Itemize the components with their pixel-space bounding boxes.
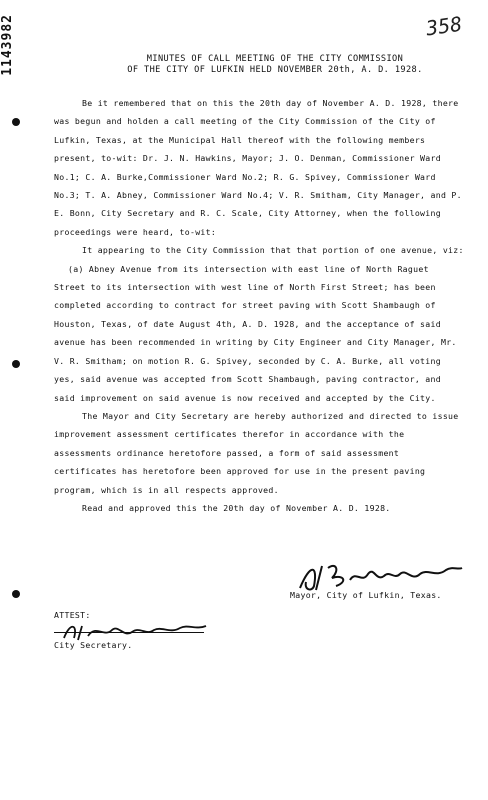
punch-hole-3 (12, 590, 20, 598)
title-line-2: OF THE CITY OF LUFKIN HELD NOVEMBER 20th, A. D. 1928. (127, 65, 423, 75)
mayor-signature (296, 560, 466, 594)
side-record-number: 1143982 (0, 14, 15, 76)
handwritten-page-number: 358 (424, 11, 464, 41)
paragraph-approval: Read and approved this the 20th day of November A. D. 1928. (82, 502, 391, 513)
paragraph-meeting-opening: Be it remembered that on this the 20th day of November A. D. 1928, there was begun and holden a call meeting of the City Commission of the City of Lufkin, Texas, at the Municipal Hall thereof with the following members present, to-wit: Dr. J. N. Hawkins, Mayor; J. O. Denman, Commissioner Ward No.1; C. A. Burke,Commissioner Ward No.2; R. G. Spivey, Commissioner Ward No.3; T. A. Abney, Commissioner Ward No.4; V. R. Smitham, City Manager, and P. E. Bonn, City Secretary and R. C. Scale, City Attorney, when the following proceedings were heard, to-wit: (54, 98, 462, 237)
paragraph-certificates: The Mayor and City Secretary are hereby authorized and directed to issue improvement assessment certificates therefor in accordance with the assessments ordinance heretofore passed, a form of said assessment certificates has heretofore been approved for use in the present paving program, which is in all respects approved. (54, 410, 459, 495)
minutes-body (54, 94, 464, 517)
minutes-title (110, 54, 440, 76)
attest-label: ATTEST: (54, 610, 91, 620)
punch-hole-1 (12, 118, 20, 126)
paragraph-abney-avenue: (a) Abney Avenue from its intersection with east line of North Raguet Street to its intersection with west line of North First Street; has been completed according to contract for street paving with Scott Shambaugh of Houston, Texas, of date August 4th, A. D. 1928, and the acceptance of said avenue has been recommended in writing by City Engineer and City Manager, Mr. V. R. Smitham; on motion R. G. Spivey, seconded by C. A. Burke, all voting yes, said avenue was accepted from Scott Shambaugh, paving contractor, and said improvement on said avenue is now received and accepted by the City. (54, 263, 457, 403)
title-line-1: MINUTES OF CALL MEETING OF THE CITY COMMISSION (146, 54, 404, 64)
secretary-title: City Secretary. (54, 640, 133, 650)
punch-hole-2 (12, 360, 20, 368)
secretary-signature (60, 620, 210, 642)
mayor-title: Mayor, City of Lufkin, Texas. (290, 590, 442, 600)
paragraph-commission-finding: It appearing to the City Commission that that portion of one avenue, viz: (82, 245, 464, 256)
